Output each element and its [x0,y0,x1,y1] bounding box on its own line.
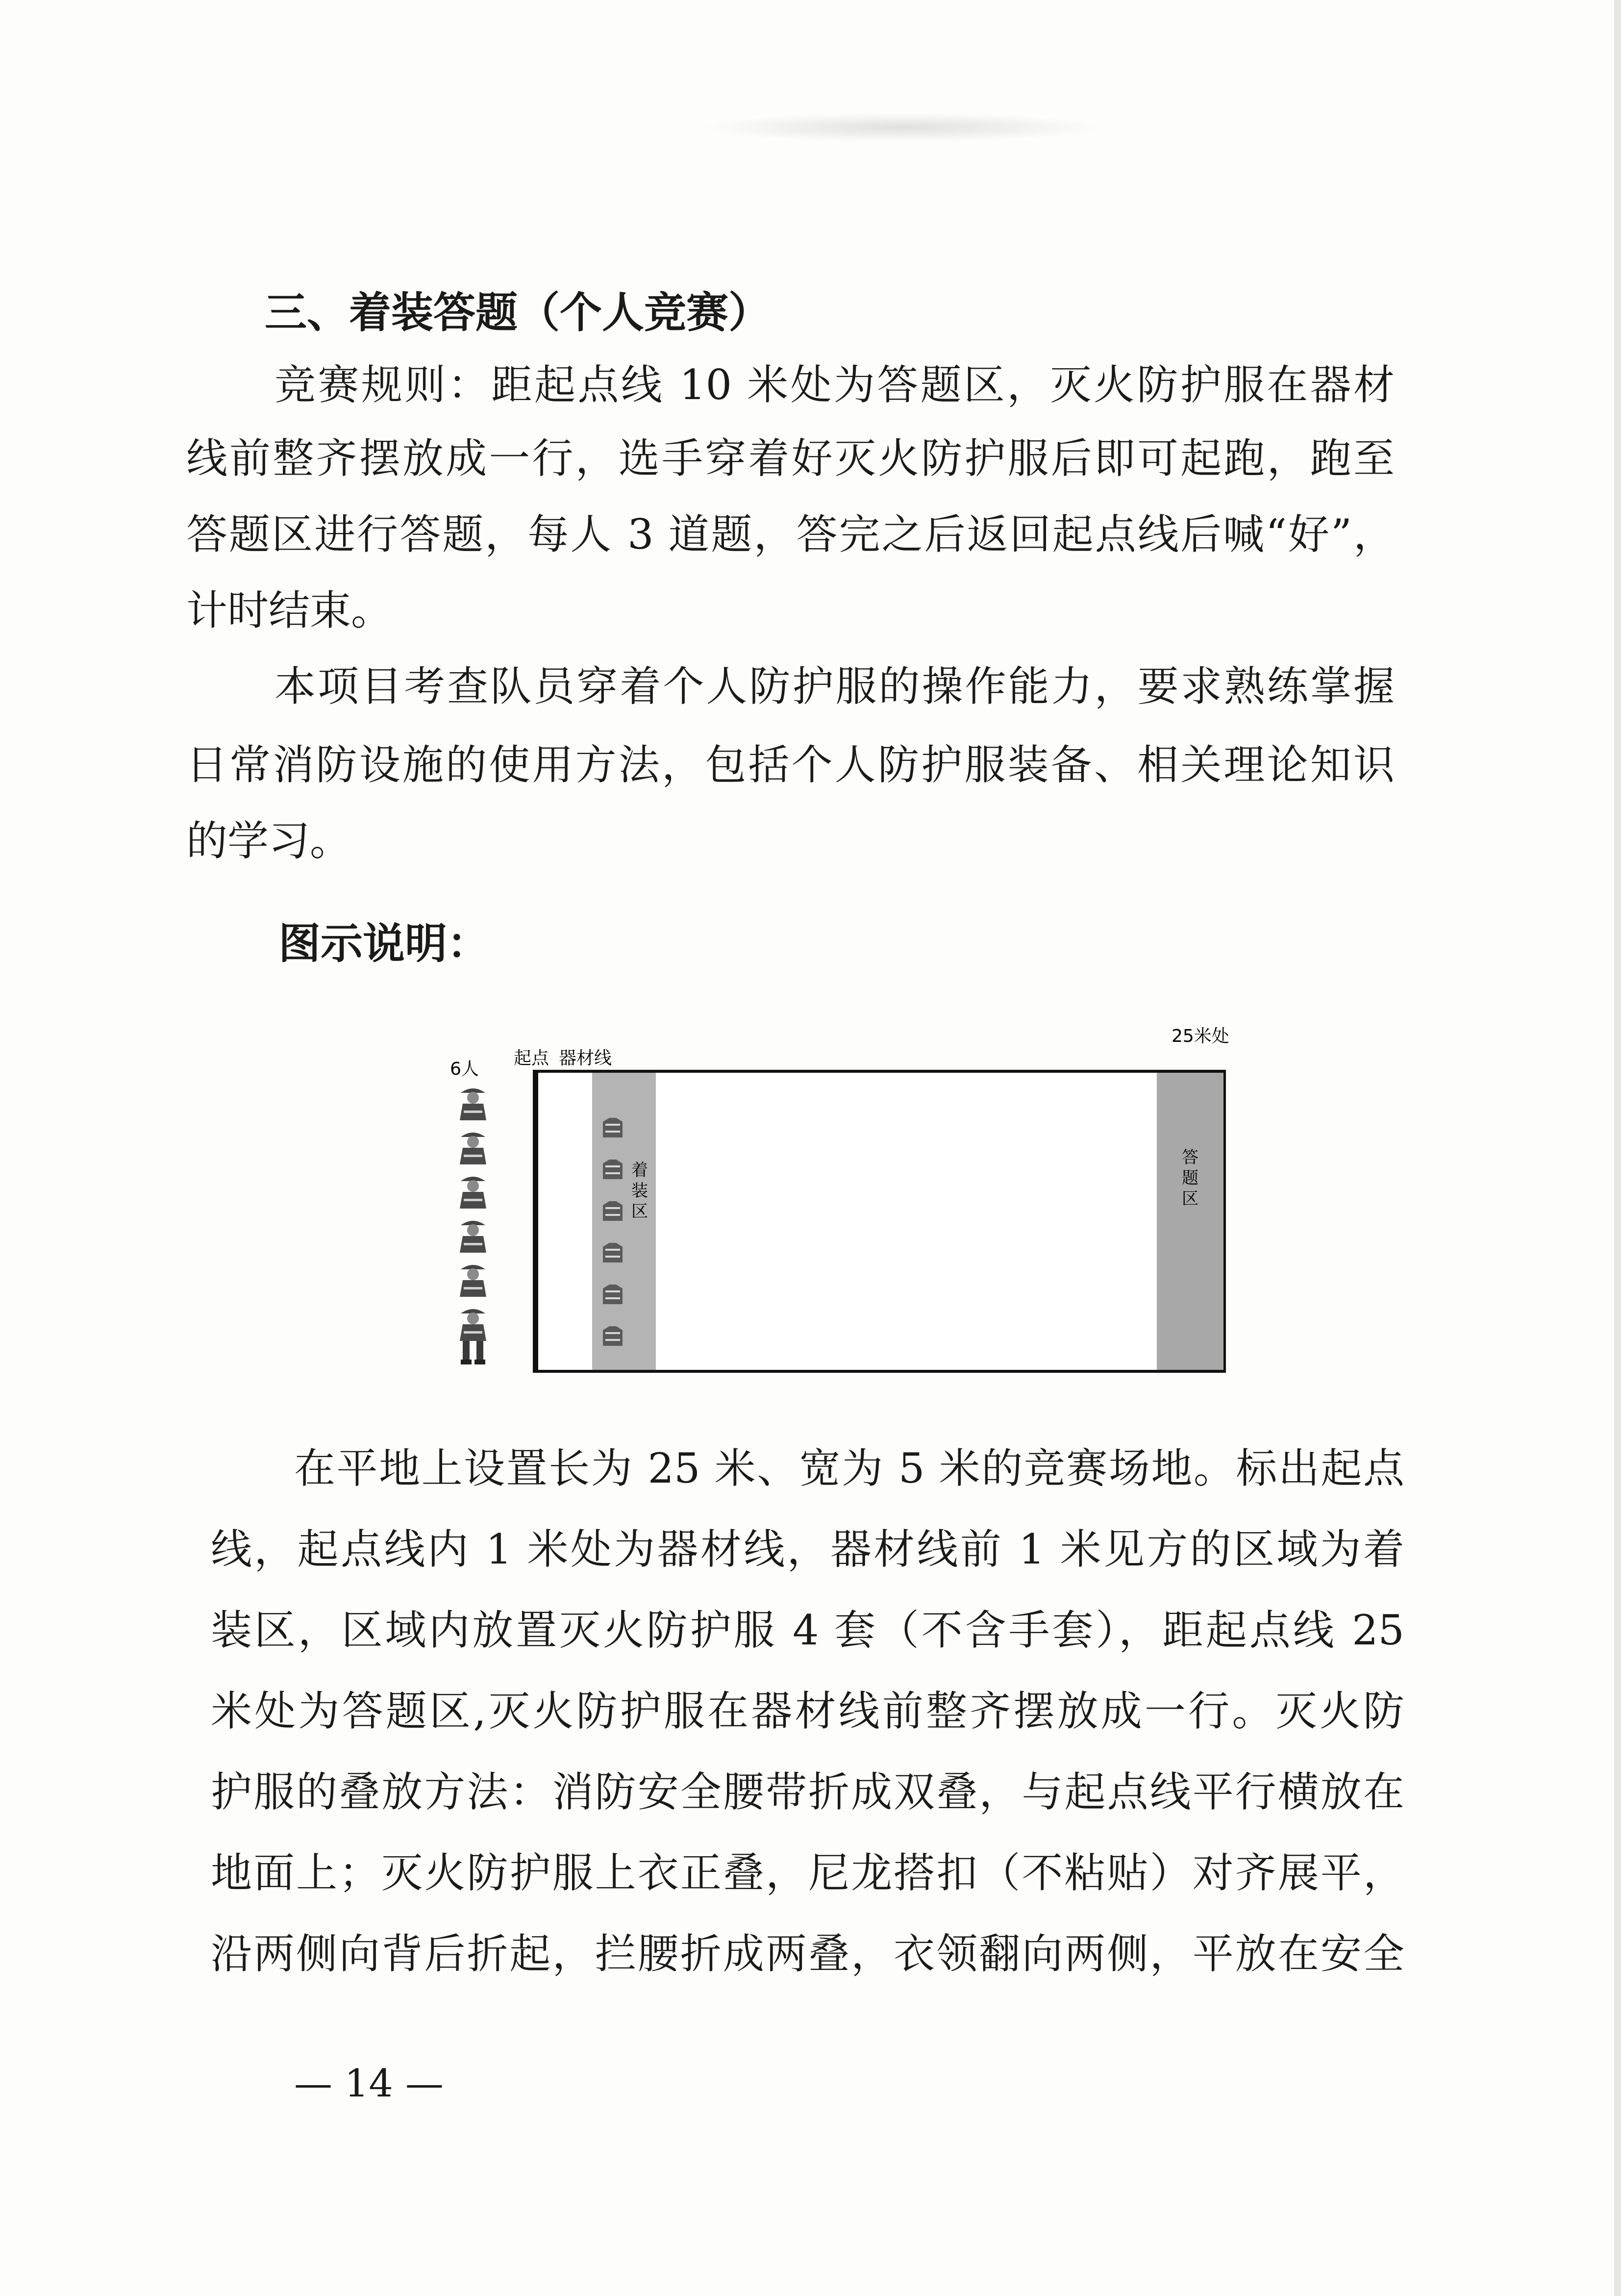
protective-suit-icon [603,1201,623,1221]
firefighter-figure-icon [460,1177,486,1209]
firefighter-figure-icon [460,1309,486,1364]
protective-suit-icon [603,1118,623,1137]
protective-suit-icon [603,1160,623,1179]
purpose-line-3: 的学习。 [186,817,351,865]
field-diagram [441,1020,1284,1392]
scan-smudge [701,113,1103,142]
answer-zone [1157,1073,1223,1370]
field-line-4: 米处为答题区,灭火防护服在器材线前整齐摆放成一行。灭火防 [211,1687,1404,1735]
dressing-zone-char-3: 区 [631,1202,648,1221]
label-people: 6人 [450,1059,479,1079]
answer-zone-char-1: 答 [1182,1148,1198,1167]
answer-zone-char-3: 区 [1182,1189,1198,1209]
field-line-2: 线，起点线内 1 米处为器材线，器材线前 1 米见方的区域为着 [211,1525,1404,1573]
firefighter-figure-icon [460,1221,486,1253]
field-line-6: 地面上；灭火防护服上衣正叠，尼龙搭扣（不粘贴）对齐展平， [211,1849,1404,1897]
answer-zone-char-2: 题 [1182,1168,1198,1188]
protective-suit-icon [603,1243,623,1262]
page-edge [1614,0,1621,2296]
firefighter-figure-icon [460,1265,486,1297]
field-line-7: 沿两侧向背后折起，拦腰折成两叠，衣领翻向两侧，平放在安全 [211,1930,1404,1978]
rules-line-4: 计时结束。 [186,586,393,634]
purpose-line-1: 本项目考查队员穿着个人防护服的操作能力，要求熟练掌握 [274,662,1395,710]
firefighters-column [460,1088,486,1364]
dressing-zone [592,1073,656,1370]
dressing-zone-char-2: 装 [631,1181,648,1201]
purpose-line-2: 日常消防设施的使用方法，包括个人防护服装备、相关理论知识 [186,741,1395,789]
label-25m: 25米处 [1172,1026,1229,1046]
rules-line-3: 答题区进行答题，每人 3 道题，答完之后返回起点线后喊“好”， [186,510,1395,558]
field-line-3: 装区，区域内放置灭火防护服 4 套（不含手套），距起点线 25 [211,1606,1404,1654]
figure-heading: 图示说明： [278,919,489,968]
field-line-5: 护服的叠放方法：消防安全腰带折成双叠，与起点线平行横放在 [211,1768,1404,1816]
protective-suit-icon [603,1285,623,1304]
firefighter-figure-icon [460,1133,486,1164]
protective-suit-icon [603,1326,623,1346]
label-start: 起点 [514,1048,549,1068]
page-number: — 14 — [294,2062,444,2106]
rules-line-2: 线前整齐摆放成一行，选手穿着好灭火防护服后即可起跑，跑至 [186,434,1395,482]
label-equipment-line: 器材线 [559,1048,612,1068]
field-line-1: 在平地上设置长为 25 米、宽为 5 米的竞赛场地。标出起点 [294,1444,1404,1492]
firefighter-figure-icon [460,1088,486,1120]
dressing-zone-char-1: 着 [631,1161,648,1180]
rules-line-1: 竞赛规则：距起点线 10 米处为答题区，灭火防护服在器材 [274,361,1395,409]
section-title: 三、着装答题（个人竞赛） [265,288,771,337]
